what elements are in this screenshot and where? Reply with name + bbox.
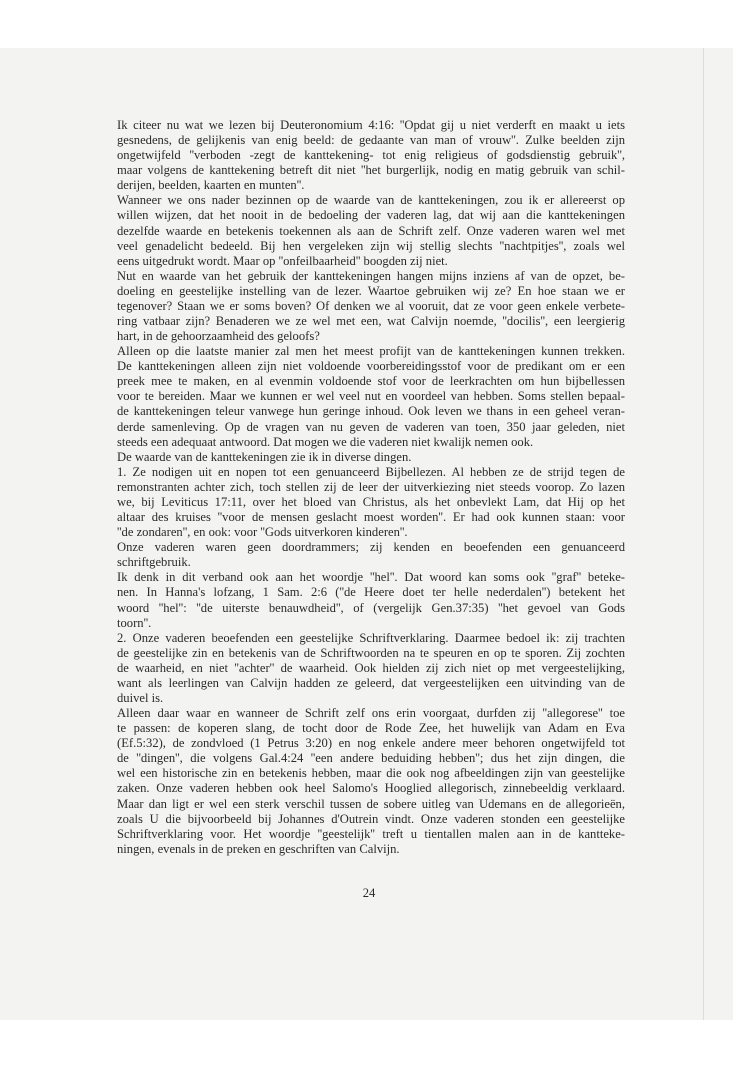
text-line: eens uitgedrukt wordt. Maar op ''onfeilbaarheid'' boogden zij niet. bbox=[117, 253, 448, 268]
text-line: voor te bereiden. Maar we kunnen er wel veel nut en voordeel van hebben. Soms stellen bepaal- bbox=[117, 389, 625, 404]
paragraph bbox=[117, 118, 625, 193]
text-line: hart, in de gehoorzaamheid des geloofs? bbox=[117, 329, 320, 344]
text-line: Ik denk in dit verband ook aan het woordje ''hel''. Dat woord kan soms ook ''graf'' beteke- bbox=[117, 570, 625, 585]
text-line: te passen: de koperen slang, de tocht door de Rode Zee, het huwelijk van Adam en Eva bbox=[117, 721, 625, 736]
text-line: zoals U die bijvoorbeeld bij Johannes d'Outrein vindt. Onze vaderen stonden een geestelijke bbox=[117, 811, 625, 826]
text-line: preek mee te maken, en al evenmin voldoende stof voor de leerkrachten om hun bijbellessen bbox=[117, 374, 625, 389]
text-line: Nut en waarde van het gebruik der kanttekeningen hangen mijns inziens af van de opzet, be- bbox=[117, 268, 625, 283]
text-line: ongetwijfeld ''verboden -zegt de kanttekening- tot enig religieus of godsdienstig gebruik'', bbox=[117, 148, 625, 163]
paragraph bbox=[117, 540, 625, 570]
page-number: 24 bbox=[362, 886, 376, 900]
text-line: Alleen op die laatste manier zal men het meest profijt van de kanttekeningen kunnen trekken. bbox=[117, 344, 625, 359]
text-line: tegenover? Staan we er soms boven? Of denken we al vooruit, dat ze voor geen enkele verbete- bbox=[117, 298, 625, 313]
text-line: 2. Onze vaderen beoefenden een geestelijke Schriftverklaring. Daarmee bedoel ik: zij trachten bbox=[117, 630, 625, 645]
text-line: De kanttekeningen alleen zijn niet voldoende voorbereidingsstof voor de predikant om er een bbox=[117, 359, 625, 374]
paragraph bbox=[117, 450, 625, 465]
text-line: Maar dan ligt er wel een sterk verschil tussen de sobere uitleg van Udemans en de allegorieën, bbox=[117, 796, 625, 811]
paragraph bbox=[117, 570, 625, 630]
text-line: nen. In Hanna's lofzang, 1 Sam. 2:6 (''de Heere doet ter helle nederdalen'') betekent het bbox=[117, 585, 625, 600]
text-line: duivel is. bbox=[117, 690, 164, 705]
text-line: De waarde van de kanttekeningen zie ik in diverse dingen. bbox=[117, 449, 412, 464]
text-line: schriftgebruik. bbox=[117, 555, 191, 570]
paragraph bbox=[117, 465, 625, 540]
text-line: de ''dingen'', die volgens Gal.4:24 ''een andere beduiding hebben''; dus het zijn dingen, die bbox=[117, 751, 625, 766]
text-line: toorn''. bbox=[117, 615, 152, 630]
text-line: derde samenleving. Op de vragen van nu geven de vaderen van toen, 350 jaar geleden, niet bbox=[117, 419, 625, 434]
text-line: Ik citeer nu wat we lezen bij Deuteronomium 4:16: ''Opdat gij u niet verderft en maakt u iets bbox=[117, 118, 625, 132]
text-line: gesnedens, de gelijkenis van enig beeld: de gedaante van man of vrouw''. Zulke beelden zijn bbox=[117, 133, 625, 148]
text-line: ''de zondaren'', en ook: voor ''Gods uitverkoren kinderen''. bbox=[117, 525, 408, 540]
paragraph bbox=[117, 344, 625, 450]
text-line: zaken. Onze vaderen hebben ook heel Salomo's Hooglied allegorisch, zinnebeeldig verklaard. bbox=[117, 781, 625, 796]
text-line: willen wijzen, dat het nooit in de bedoeling der vaderen lag, dat wij aan die kanttekeningen bbox=[117, 208, 625, 223]
paragraph bbox=[117, 269, 625, 344]
text-line: altaar des kruises ''voor de mensen geslacht moest worden''. Er had ook kunnen staan: voor bbox=[117, 510, 625, 525]
text-line: Alleen daar waar en wanneer de Schrift zelf ons erin voorgaat, durfden zij ''allegorese'' toe bbox=[117, 706, 625, 721]
text-line: de geestelijke zin en betekenis van de Schriftwoorden na te speuren en op te sporen. Zij zochten bbox=[117, 645, 625, 660]
text-line: Schriftverklaring voor. Het woordje ''geestelijk'' treft u tientallen malen aan in de kantteke- bbox=[117, 826, 625, 841]
text-line: want als leerlingen van Calvijn hadden ze geleerd, dat vergeestelijken een uitvinding van de bbox=[117, 675, 625, 690]
text-line: maar volgens de kanttekening betreft dit niet ''het burgerlijk, nodig en matig gebruik van schil- bbox=[117, 163, 625, 178]
text-line: de kanttekeningen teleur vanwege hun geringe inhoud. Ook leven we thans in een geheel veran- bbox=[117, 404, 625, 419]
page-fold-line bbox=[703, 48, 704, 1020]
text-line: steeds een adequaat antwoord. Dat mogen we die vaderen niet kwalijk nemen ook. bbox=[117, 434, 534, 449]
text-line: 1. Ze nodigen uit en nopen tot een genuanceerd Bijbellezen. Al hebben ze de strijd tegen de bbox=[117, 464, 625, 479]
text-line: de waarheid, en niet ''achter'' de waarheid. Ook hielden zij zich niet op met vergeestelijking, bbox=[117, 660, 625, 675]
text-line: ningen, evenals in de preken en geschriften van Calvijn. bbox=[117, 841, 400, 856]
body-text bbox=[117, 118, 625, 857]
text-line: derijen, beelden, kaarten en munten''. bbox=[117, 178, 305, 193]
text-line: veel genadelicht bedeeld. Bij hen vergeleken zijn wij stellig slechts ''nachtpitjes'', zoals wel bbox=[117, 238, 625, 253]
text-line: doeling en geestelijke instelling van de lezer. Waartoe gebruiken wij ze? En hoe staan we er bbox=[117, 283, 625, 298]
text-line: (Ef.5:32), de zondvloed (1 Petrus 3:20) en nog enkele andere meer behoren ongetwijfeld tot bbox=[117, 736, 625, 751]
text-line: we, bij Leviticus 17:11, over het bloed van Christus, als het onbevlekt Lam, dat Hij op het bbox=[117, 494, 625, 509]
paragraph bbox=[117, 631, 625, 706]
paragraph bbox=[117, 706, 625, 857]
paragraph bbox=[117, 193, 625, 268]
text-line: remonstranten achter zich, toch stellen zij de leer der uitverkiezing niet steeds voorop. Zo lazen bbox=[117, 479, 625, 494]
text-line: dezelfde waarde en betekenis toekennen als aan de Schrift zelf. Onze vaderen waren wel met bbox=[117, 223, 625, 238]
text-line: wel een historische zin en betekenis hebben, maar die ook nog afbeeldingen zijn van geestelijke bbox=[117, 766, 625, 781]
text-line: woord ''hel'': ''de uiterste benauwdheid'', of (vergelijk Gen.37:35) ''het gevoel van Gods bbox=[117, 600, 625, 615]
text-line: ring vatbaar zijn? Benaderen we ze wel met een, wat Calvijn noemde, ''docilis'', een leergierig bbox=[117, 314, 625, 329]
text-line: Wanneer we ons nader bezinnen op de waarde van de kanttekeningen, zou ik er allereerst op bbox=[117, 193, 625, 208]
text-line: Onze vaderen waren geen doordrammers; zij kenden en beoefenden een genuanceerd bbox=[117, 540, 625, 555]
